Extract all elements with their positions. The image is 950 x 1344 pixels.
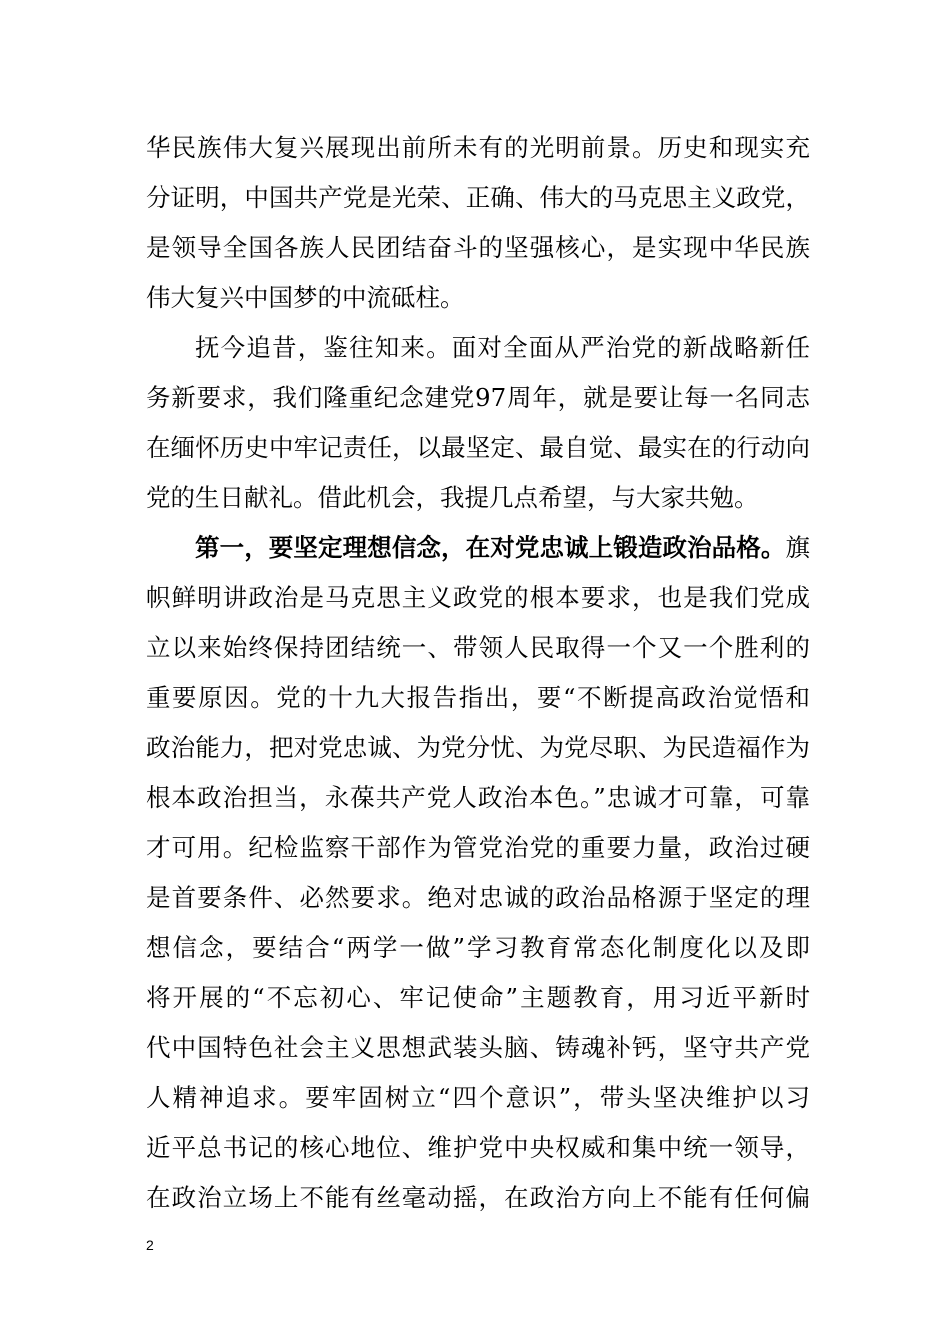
text-line: 重要原因。党的十九大报告指出，要“不断提高政治觉悟和 <box>146 683 810 712</box>
paragraph-1 <box>146 123 810 323</box>
text-line: 人精神追求。要牢固树立“四个意识”，带头坚决维护以习 <box>146 1083 810 1112</box>
heading-line-rest: 旗 <box>785 533 810 562</box>
text-line <box>146 523 810 573</box>
text-line: 根本政治担当，永葆共产党人政治本色。”忠诚才可靠，可靠 <box>146 783 810 812</box>
section-heading: 第一，要坚定理想信念，在对党忠诚上锻造政治品格。 <box>195 533 786 562</box>
text-line: 伟大复兴中国梦的中流砥柱。 <box>146 283 465 312</box>
text-line: 党的生日献礼。借此机会，我提几点希望，与大家共勉。 <box>146 483 759 512</box>
text-line: 分证明，中国共产党是光荣、正确、伟大的马克思主义政党， <box>146 183 810 212</box>
text-line: 想信念，要结合“两学一做”学习教育常态化制度化以及即 <box>146 933 810 962</box>
paragraph-3 <box>146 523 810 1223</box>
text-line: 近平总书记的核心地位、维护党中央权威和集中统一领导， <box>146 1133 810 1162</box>
paragraph-2 <box>146 323 810 523</box>
text-line: 将开展的“不忘初心、牢记使命”主题教育，用习近平新时 <box>146 983 810 1012</box>
text-line: 帜鲜明讲政治是马克思主义政党的根本要求，也是我们党成 <box>146 583 810 612</box>
text-line: 是领导全国各族人民团结奋斗的坚强核心，是实现中华民族 <box>146 233 810 262</box>
body-text <box>146 123 810 1223</box>
text-line: 华民族伟大复兴展现出前所未有的光明前景。历史和现实充 <box>146 133 810 162</box>
text-line: 在缅怀历史中牢记责任，以最坚定、最自觉、最实在的行动向 <box>146 433 810 462</box>
text-line: 立以来始终保持团结统一、带领人民取得一个又一个胜利的 <box>146 633 810 662</box>
text-line: 代中国特色社会主义思想武装头脑、铸魂补钙，坚守共产党 <box>146 1033 810 1062</box>
text-line: 在政治立场上不能有丝毫动摇，在政治方向上不能有任何偏 <box>146 1183 810 1212</box>
text-line: 是首要条件、必然要求。绝对忠诚的政治品格源于坚定的理 <box>146 883 810 912</box>
text-line: 政治能力，把对党忠诚、为党分忧、为党尽职、为民造福作为 <box>146 733 810 762</box>
text-line: 抚今追昔，鉴往知来。面对全面从严治党的新战略新任 <box>195 333 810 362</box>
text-line: 务新要求，我们隆重纪念建党97周年，就是要让每一名同志 <box>146 383 810 412</box>
text-line: 才可用。纪检监察干部作为管党治党的重要力量，政治过硬 <box>146 833 810 862</box>
page-number: 2 <box>146 1237 154 1253</box>
